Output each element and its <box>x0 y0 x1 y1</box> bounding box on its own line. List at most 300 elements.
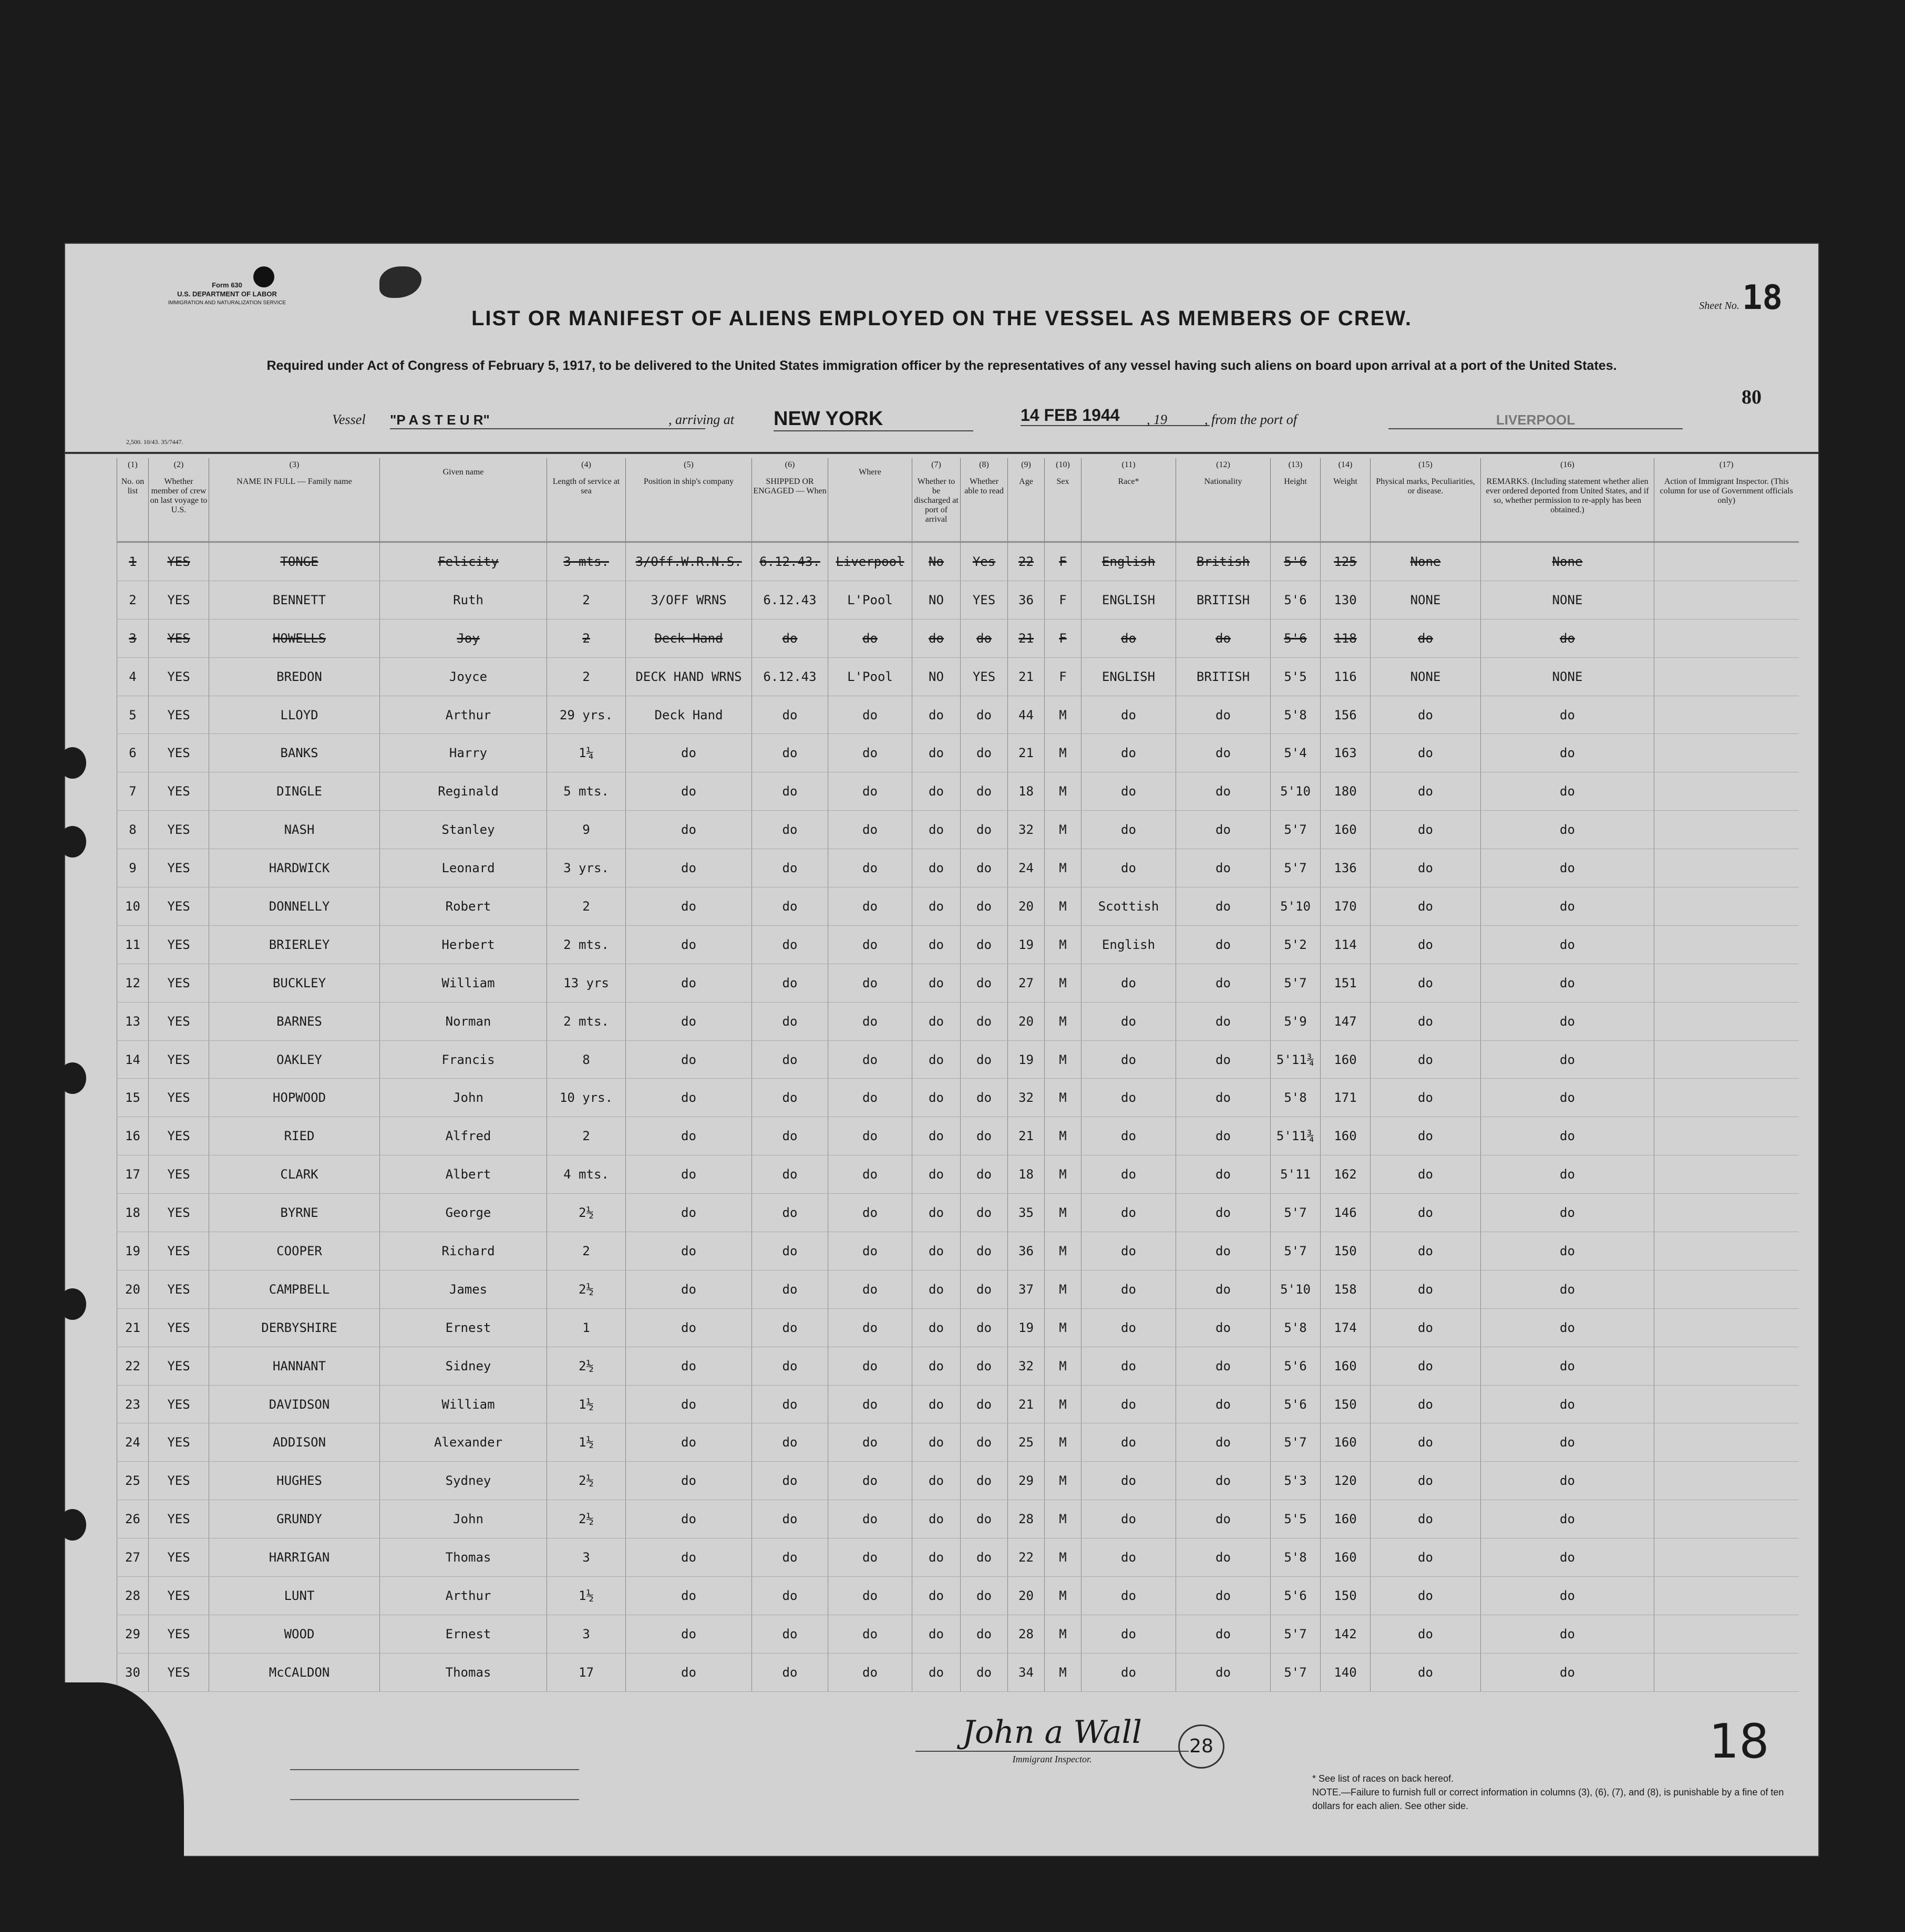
cell-height: 5'6 <box>1271 581 1321 619</box>
table-row <box>117 734 1799 772</box>
cell-weight: 171 <box>1321 1079 1371 1117</box>
cell-nat: do <box>1176 1270 1271 1308</box>
inspector-label: Immigrant Inspector. <box>915 1751 1189 1765</box>
cell-family: LLOYD <box>209 696 380 734</box>
cell-read: do <box>961 619 1008 657</box>
cell-weight: 118 <box>1321 619 1371 657</box>
cell-sex: M <box>1045 1462 1082 1500</box>
cell-service: 1½ <box>547 1423 626 1462</box>
cell-disch: do <box>912 1194 961 1232</box>
cell-race: do <box>1082 619 1176 657</box>
cell-sex: M <box>1045 887 1082 926</box>
cell-race: do <box>1082 1500 1176 1538</box>
cell-no: 24 <box>117 1423 149 1462</box>
table-row <box>117 1423 1799 1462</box>
cell-inspector-action <box>1654 1155 1799 1194</box>
cell-race: do <box>1082 1040 1176 1079</box>
column-number: (13) <box>1288 460 1303 469</box>
cell-height: 5'7 <box>1271 1615 1321 1653</box>
cell-given: Ruth <box>380 581 547 619</box>
cell-when: do <box>752 1079 828 1117</box>
table-row <box>117 1385 1799 1423</box>
cell-age: 37 <box>1008 1270 1045 1308</box>
cell-where: do <box>828 1577 912 1615</box>
cell-height: 5'11¾ <box>1271 1117 1321 1155</box>
cell-position: do <box>626 964 752 1002</box>
cell-no: 23 <box>117 1385 149 1423</box>
cell-prev: YES <box>149 811 209 849</box>
cell-position: do <box>626 1538 752 1577</box>
cell-disch: do <box>912 1270 961 1308</box>
cell-remarks: do <box>1481 1577 1654 1615</box>
cell-sex: M <box>1045 1653 1082 1691</box>
cell-disch: do <box>912 1500 961 1538</box>
table-row <box>117 1079 1799 1117</box>
cell-race: do <box>1082 1117 1176 1155</box>
cell-disch: do <box>912 1079 961 1117</box>
cell-when: do <box>752 772 828 811</box>
cell-height: 5'8 <box>1271 1538 1321 1577</box>
column-number: (16) <box>1560 460 1574 469</box>
cell-weight: 114 <box>1321 925 1371 964</box>
cell-height: 5'7 <box>1271 1194 1321 1232</box>
binder-hole <box>59 1509 86 1541</box>
cell-read: do <box>961 1462 1008 1500</box>
cell-service: 2½ <box>547 1270 626 1308</box>
cell-prev: YES <box>149 696 209 734</box>
cell-marks: do <box>1371 619 1481 657</box>
cell-disch: do <box>912 811 961 849</box>
cell-prev: YES <box>149 1308 209 1347</box>
cell-given: Leonard <box>380 849 547 887</box>
cell-nat: do <box>1176 1194 1271 1232</box>
cell-service: 8 <box>547 1040 626 1079</box>
cell-position: do <box>626 1232 752 1270</box>
cell-age: 19 <box>1008 925 1045 964</box>
cell-age: 20 <box>1008 1002 1045 1040</box>
table-row <box>117 696 1799 734</box>
column-header <box>626 458 752 542</box>
cell-where: do <box>828 1308 912 1347</box>
cell-height: 5'7 <box>1271 849 1321 887</box>
cell-weight: 160 <box>1321 1423 1371 1462</box>
cell-marks: do <box>1371 1002 1481 1040</box>
cell-age: 36 <box>1008 1232 1045 1270</box>
cell-position: do <box>626 1040 752 1079</box>
cell-family: OAKLEY <box>209 1040 380 1079</box>
cell-age: 19 <box>1008 1308 1045 1347</box>
penalty-note: NOTE.—Failure to furnish full or correct information in columns (3), (6), (7), and (8), is punishable by a fine of ten dollars for each alien. See other side. <box>1312 1787 1784 1811</box>
cell-marks: do <box>1371 696 1481 734</box>
cell-nat: do <box>1176 1615 1271 1653</box>
cell-height: 5'5 <box>1271 1500 1321 1538</box>
column-header <box>1045 458 1082 542</box>
cell-race: do <box>1082 1002 1176 1040</box>
cell-race: English <box>1082 542 1176 581</box>
cell-weight: 156 <box>1321 696 1371 734</box>
cell-no: 4 <box>117 657 149 696</box>
cell-read: do <box>961 1232 1008 1270</box>
cell-when: 6.12.43 <box>752 657 828 696</box>
column-header <box>1008 458 1045 542</box>
cell-where: do <box>828 1462 912 1500</box>
cell-marks: do <box>1371 1194 1481 1232</box>
column-label: Physical marks, Peculiarities, or disease. <box>1376 477 1475 495</box>
cell-inspector-action <box>1654 849 1799 887</box>
races-note: * See list of races on back hereof. <box>1312 1773 1454 1784</box>
binder-hole <box>59 1062 86 1094</box>
cell-given: John <box>380 1079 547 1117</box>
cell-service: 2½ <box>547 1194 626 1232</box>
cell-inspector-action <box>1654 811 1799 849</box>
cell-nat: BRITISH <box>1176 581 1271 619</box>
table-body <box>117 542 1799 1692</box>
cell-when: do <box>752 734 828 772</box>
cell-nat: do <box>1176 887 1271 926</box>
cell-service: 3 <box>547 1538 626 1577</box>
cell-age: 29 <box>1008 1462 1045 1500</box>
cell-nat: do <box>1176 1577 1271 1615</box>
cell-position: Deck Hand <box>626 696 752 734</box>
cell-inspector-action <box>1654 696 1799 734</box>
cell-weight: 142 <box>1321 1615 1371 1653</box>
cell-no: 7 <box>117 772 149 811</box>
cell-given: Felicity <box>380 542 547 581</box>
document-subtitle: Required under Act of Congress of February 5, 1917, to be delivered to the United States immigration officer by the representatives of any vessel having such aliens on board upon arrival at a port of the United States. <box>266 358 1617 373</box>
cell-family: CAMPBELL <box>209 1270 380 1308</box>
table-row <box>117 542 1799 581</box>
cell-disch: do <box>912 964 961 1002</box>
cell-remarks: do <box>1481 1423 1654 1462</box>
cell-nat: do <box>1176 1155 1271 1194</box>
table-row <box>117 1462 1799 1500</box>
cell-race: do <box>1082 772 1176 811</box>
column-label: No. on list <box>121 477 145 495</box>
cell-read: do <box>961 811 1008 849</box>
cell-age: 21 <box>1008 734 1045 772</box>
cell-disch: do <box>912 1347 961 1385</box>
service: IMMIGRATION AND NATURALIZATION SERVICE <box>168 300 286 306</box>
cell-height: 5'6 <box>1271 1385 1321 1423</box>
cell-prev: YES <box>149 1577 209 1615</box>
cell-position: do <box>626 1423 752 1462</box>
cell-prev: YES <box>149 1423 209 1462</box>
cell-no: 29 <box>117 1615 149 1653</box>
cell-marks: do <box>1371 1079 1481 1117</box>
cell-remarks: do <box>1481 772 1654 811</box>
cell-where: do <box>828 1538 912 1577</box>
cell-where: do <box>828 1079 912 1117</box>
column-label: Whether member of crew on last voyage to U.S. <box>150 477 208 514</box>
table-row <box>117 925 1799 964</box>
cell-when: do <box>752 1423 828 1462</box>
cell-position: 3/OFF WRNS <box>626 581 752 619</box>
column-header <box>1271 458 1321 542</box>
cell-prev: YES <box>149 1079 209 1117</box>
cell-position: do <box>626 1462 752 1500</box>
paper-stain <box>379 266 421 298</box>
column-number: (12) <box>1216 460 1230 469</box>
cell-disch: do <box>912 1577 961 1615</box>
cell-family: NASH <box>209 811 380 849</box>
cell-when: do <box>752 887 828 926</box>
cell-service: 1¼ <box>547 734 626 772</box>
top-rule <box>64 452 1819 454</box>
cell-read: do <box>961 1577 1008 1615</box>
cell-height: 5'10 <box>1271 1270 1321 1308</box>
cell-inspector-action <box>1654 1308 1799 1347</box>
cell-weight: 160 <box>1321 1117 1371 1155</box>
table-row <box>117 811 1799 849</box>
cell-disch: do <box>912 925 961 964</box>
column-number: (10) <box>1056 460 1070 469</box>
cell-where: do <box>828 1385 912 1423</box>
cell-prev: YES <box>149 657 209 696</box>
cell-remarks: do <box>1481 1079 1654 1117</box>
column-header <box>961 458 1008 542</box>
cell-service: 13 yrs <box>547 964 626 1002</box>
cell-nat: do <box>1176 1079 1271 1117</box>
table-row <box>117 1308 1799 1347</box>
cell-no: 17 <box>117 1155 149 1194</box>
cell-disch: do <box>912 1155 961 1194</box>
cell-where: do <box>828 1194 912 1232</box>
cell-sex: M <box>1045 1385 1082 1423</box>
footer-notes <box>1312 1772 1785 1813</box>
cell-height: 5'6 <box>1271 619 1321 657</box>
table-row <box>117 849 1799 887</box>
cell-nat: do <box>1176 925 1271 964</box>
cell-where: do <box>828 1615 912 1653</box>
cell-given: Arthur <box>380 696 547 734</box>
cell-when: do <box>752 811 828 849</box>
cell-weight: 180 <box>1321 772 1371 811</box>
page-number-handwritten: 18 <box>1709 1714 1769 1769</box>
column-number: (17) <box>1719 460 1734 469</box>
cell-prev: YES <box>149 1117 209 1155</box>
cell-prev: YES <box>149 619 209 657</box>
cell-no: 12 <box>117 964 149 1002</box>
cell-marks: NONE <box>1371 657 1481 696</box>
cell-marks: do <box>1371 964 1481 1002</box>
cell-family: COOPER <box>209 1232 380 1270</box>
cell-sex: M <box>1045 1194 1082 1232</box>
cell-race: ENGLISH <box>1082 581 1176 619</box>
torn-corner <box>63 1682 184 1861</box>
cell-marks: do <box>1371 1385 1481 1423</box>
cell-disch: No <box>912 542 961 581</box>
cell-disch: do <box>912 1232 961 1270</box>
cell-prev: YES <box>149 1270 209 1308</box>
table-row <box>117 1615 1799 1653</box>
cell-no: 26 <box>117 1500 149 1538</box>
cell-prev: YES <box>149 1653 209 1691</box>
cell-position: do <box>626 1308 752 1347</box>
cell-age: 27 <box>1008 964 1045 1002</box>
cell-given: Francis <box>380 1040 547 1079</box>
cell-family: DAVIDSON <box>209 1385 380 1423</box>
cell-when: do <box>752 964 828 1002</box>
cell-sex: M <box>1045 696 1082 734</box>
cell-inspector-action <box>1654 925 1799 964</box>
cell-remarks: do <box>1481 1653 1654 1691</box>
cell-where: L'Pool <box>828 581 912 619</box>
cell-given: Ernest <box>380 1308 547 1347</box>
cell-nat: do <box>1176 619 1271 657</box>
cell-given: George <box>380 1194 547 1232</box>
cell-sex: M <box>1045 1308 1082 1347</box>
cell-nat: do <box>1176 772 1271 811</box>
cell-disch: do <box>912 1308 961 1347</box>
cell-height: 5'7 <box>1271 1653 1321 1691</box>
cell-race: do <box>1082 1347 1176 1385</box>
cell-given: James <box>380 1270 547 1308</box>
cell-when: do <box>752 696 828 734</box>
cell-remarks: do <box>1481 1270 1654 1308</box>
cell-no: 2 <box>117 581 149 619</box>
cell-weight: 120 <box>1321 1462 1371 1500</box>
cell-inspector-action <box>1654 964 1799 1002</box>
column-number: (8) <box>979 460 989 469</box>
cell-disch: NO <box>912 657 961 696</box>
cell-remarks: do <box>1481 1040 1654 1079</box>
cell-nat: BRITISH <box>1176 657 1271 696</box>
cell-position: 3/Off.W.R.N.S. <box>626 542 752 581</box>
cell-given: Stanley <box>380 811 547 849</box>
cell-prev: YES <box>149 1615 209 1653</box>
cell-disch: do <box>912 734 961 772</box>
column-number: (2) <box>173 460 184 469</box>
cell-position: do <box>626 1577 752 1615</box>
column-label: SHIPPED OR ENGAGED — When <box>753 477 827 495</box>
cell-race: do <box>1082 734 1176 772</box>
cell-given: John <box>380 1500 547 1538</box>
cell-read: do <box>961 696 1008 734</box>
cell-prev: YES <box>149 542 209 581</box>
cell-when: do <box>752 1385 828 1423</box>
cell-read: do <box>961 1615 1008 1653</box>
cell-position: do <box>626 1002 752 1040</box>
cell-prev: YES <box>149 1462 209 1500</box>
cell-height: 5'7 <box>1271 1232 1321 1270</box>
cell-remarks: do <box>1481 1500 1654 1538</box>
cell-when: do <box>752 849 828 887</box>
column-header <box>1371 458 1481 542</box>
inspector-signature: John a Wall <box>962 1714 1142 1751</box>
cell-height: 5'8 <box>1271 696 1321 734</box>
column-label: NAME IN FULL — Family name <box>236 477 352 486</box>
cell-disch: do <box>912 1462 961 1500</box>
cell-position: do <box>626 811 752 849</box>
cell-nat: do <box>1176 1347 1271 1385</box>
cell-prev: YES <box>149 849 209 887</box>
cell-inspector-action <box>1654 1117 1799 1155</box>
cell-remarks: do <box>1481 1462 1654 1500</box>
cell-no: 22 <box>117 1347 149 1385</box>
cell-inspector-action <box>1654 1232 1799 1270</box>
cell-age: 32 <box>1008 1347 1045 1385</box>
column-label: Height <box>1284 477 1307 486</box>
cell-nat: British <box>1176 542 1271 581</box>
cell-remarks: do <box>1481 925 1654 964</box>
cell-age: 32 <box>1008 811 1045 849</box>
cell-inspector-action <box>1654 1002 1799 1040</box>
cell-age: 21 <box>1008 657 1045 696</box>
cell-height: 5'6 <box>1271 1577 1321 1615</box>
cell-remarks: do <box>1481 696 1654 734</box>
cell-inspector-action <box>1654 1577 1799 1615</box>
cell-age: 25 <box>1008 1423 1045 1462</box>
cell-nat: do <box>1176 1385 1271 1423</box>
cell-family: DERBYSHIRE <box>209 1308 380 1347</box>
cell-read: YES <box>961 581 1008 619</box>
column-label: Nationality <box>1204 477 1242 486</box>
cell-given: Ernest <box>380 1615 547 1653</box>
cell-position: do <box>626 1117 752 1155</box>
cell-when: do <box>752 1232 828 1270</box>
cell-age: 18 <box>1008 772 1045 811</box>
cell-race: do <box>1082 1270 1176 1308</box>
cell-position: do <box>626 1079 752 1117</box>
cell-disch: do <box>912 1002 961 1040</box>
cell-no: 10 <box>117 887 149 926</box>
cell-nat: do <box>1176 1500 1271 1538</box>
column-number: (3) <box>289 460 300 469</box>
cell-when: do <box>752 1155 828 1194</box>
cell-no: 30 <box>117 1653 149 1691</box>
cell-given: Albert <box>380 1155 547 1194</box>
cell-weight: 151 <box>1321 964 1371 1002</box>
cell-where: do <box>828 1232 912 1270</box>
cell-disch: do <box>912 772 961 811</box>
column-header <box>1082 458 1176 542</box>
cell-read: do <box>961 1653 1008 1691</box>
cell-service: 1½ <box>547 1577 626 1615</box>
cell-sex: M <box>1045 1577 1082 1615</box>
cell-nat: do <box>1176 1232 1271 1270</box>
cell-weight: 150 <box>1321 1577 1371 1615</box>
cell-no: 25 <box>117 1462 149 1500</box>
cell-no: 28 <box>117 1577 149 1615</box>
cell-service: 29 yrs. <box>547 696 626 734</box>
column-header <box>1176 458 1271 542</box>
cell-prev: YES <box>149 925 209 964</box>
cell-no: 15 <box>117 1079 149 1117</box>
cell-weight: 160 <box>1321 1347 1371 1385</box>
cell-prev: YES <box>149 964 209 1002</box>
cell-nat: do <box>1176 734 1271 772</box>
column-number: (1) <box>128 460 138 469</box>
cell-disch: NO <box>912 581 961 619</box>
cell-no: 3 <box>117 619 149 657</box>
cell-service: 2 <box>547 619 626 657</box>
cell-weight: 150 <box>1321 1385 1371 1423</box>
cell-inspector-action <box>1654 1462 1799 1500</box>
cell-prev: YES <box>149 887 209 926</box>
cell-given: Joy <box>380 619 547 657</box>
cell-where: do <box>828 1347 912 1385</box>
cell-read: YES <box>961 657 1008 696</box>
cell-nat: do <box>1176 1040 1271 1079</box>
cell-where: do <box>828 734 912 772</box>
column-number: (4) <box>581 460 591 469</box>
cell-inspector-action <box>1654 1270 1799 1308</box>
table-row <box>117 1155 1799 1194</box>
cell-service: 2 <box>547 657 626 696</box>
cell-family: BARNES <box>209 1002 380 1040</box>
cell-age: 20 <box>1008 887 1045 926</box>
cell-race: ENGLISH <box>1082 657 1176 696</box>
